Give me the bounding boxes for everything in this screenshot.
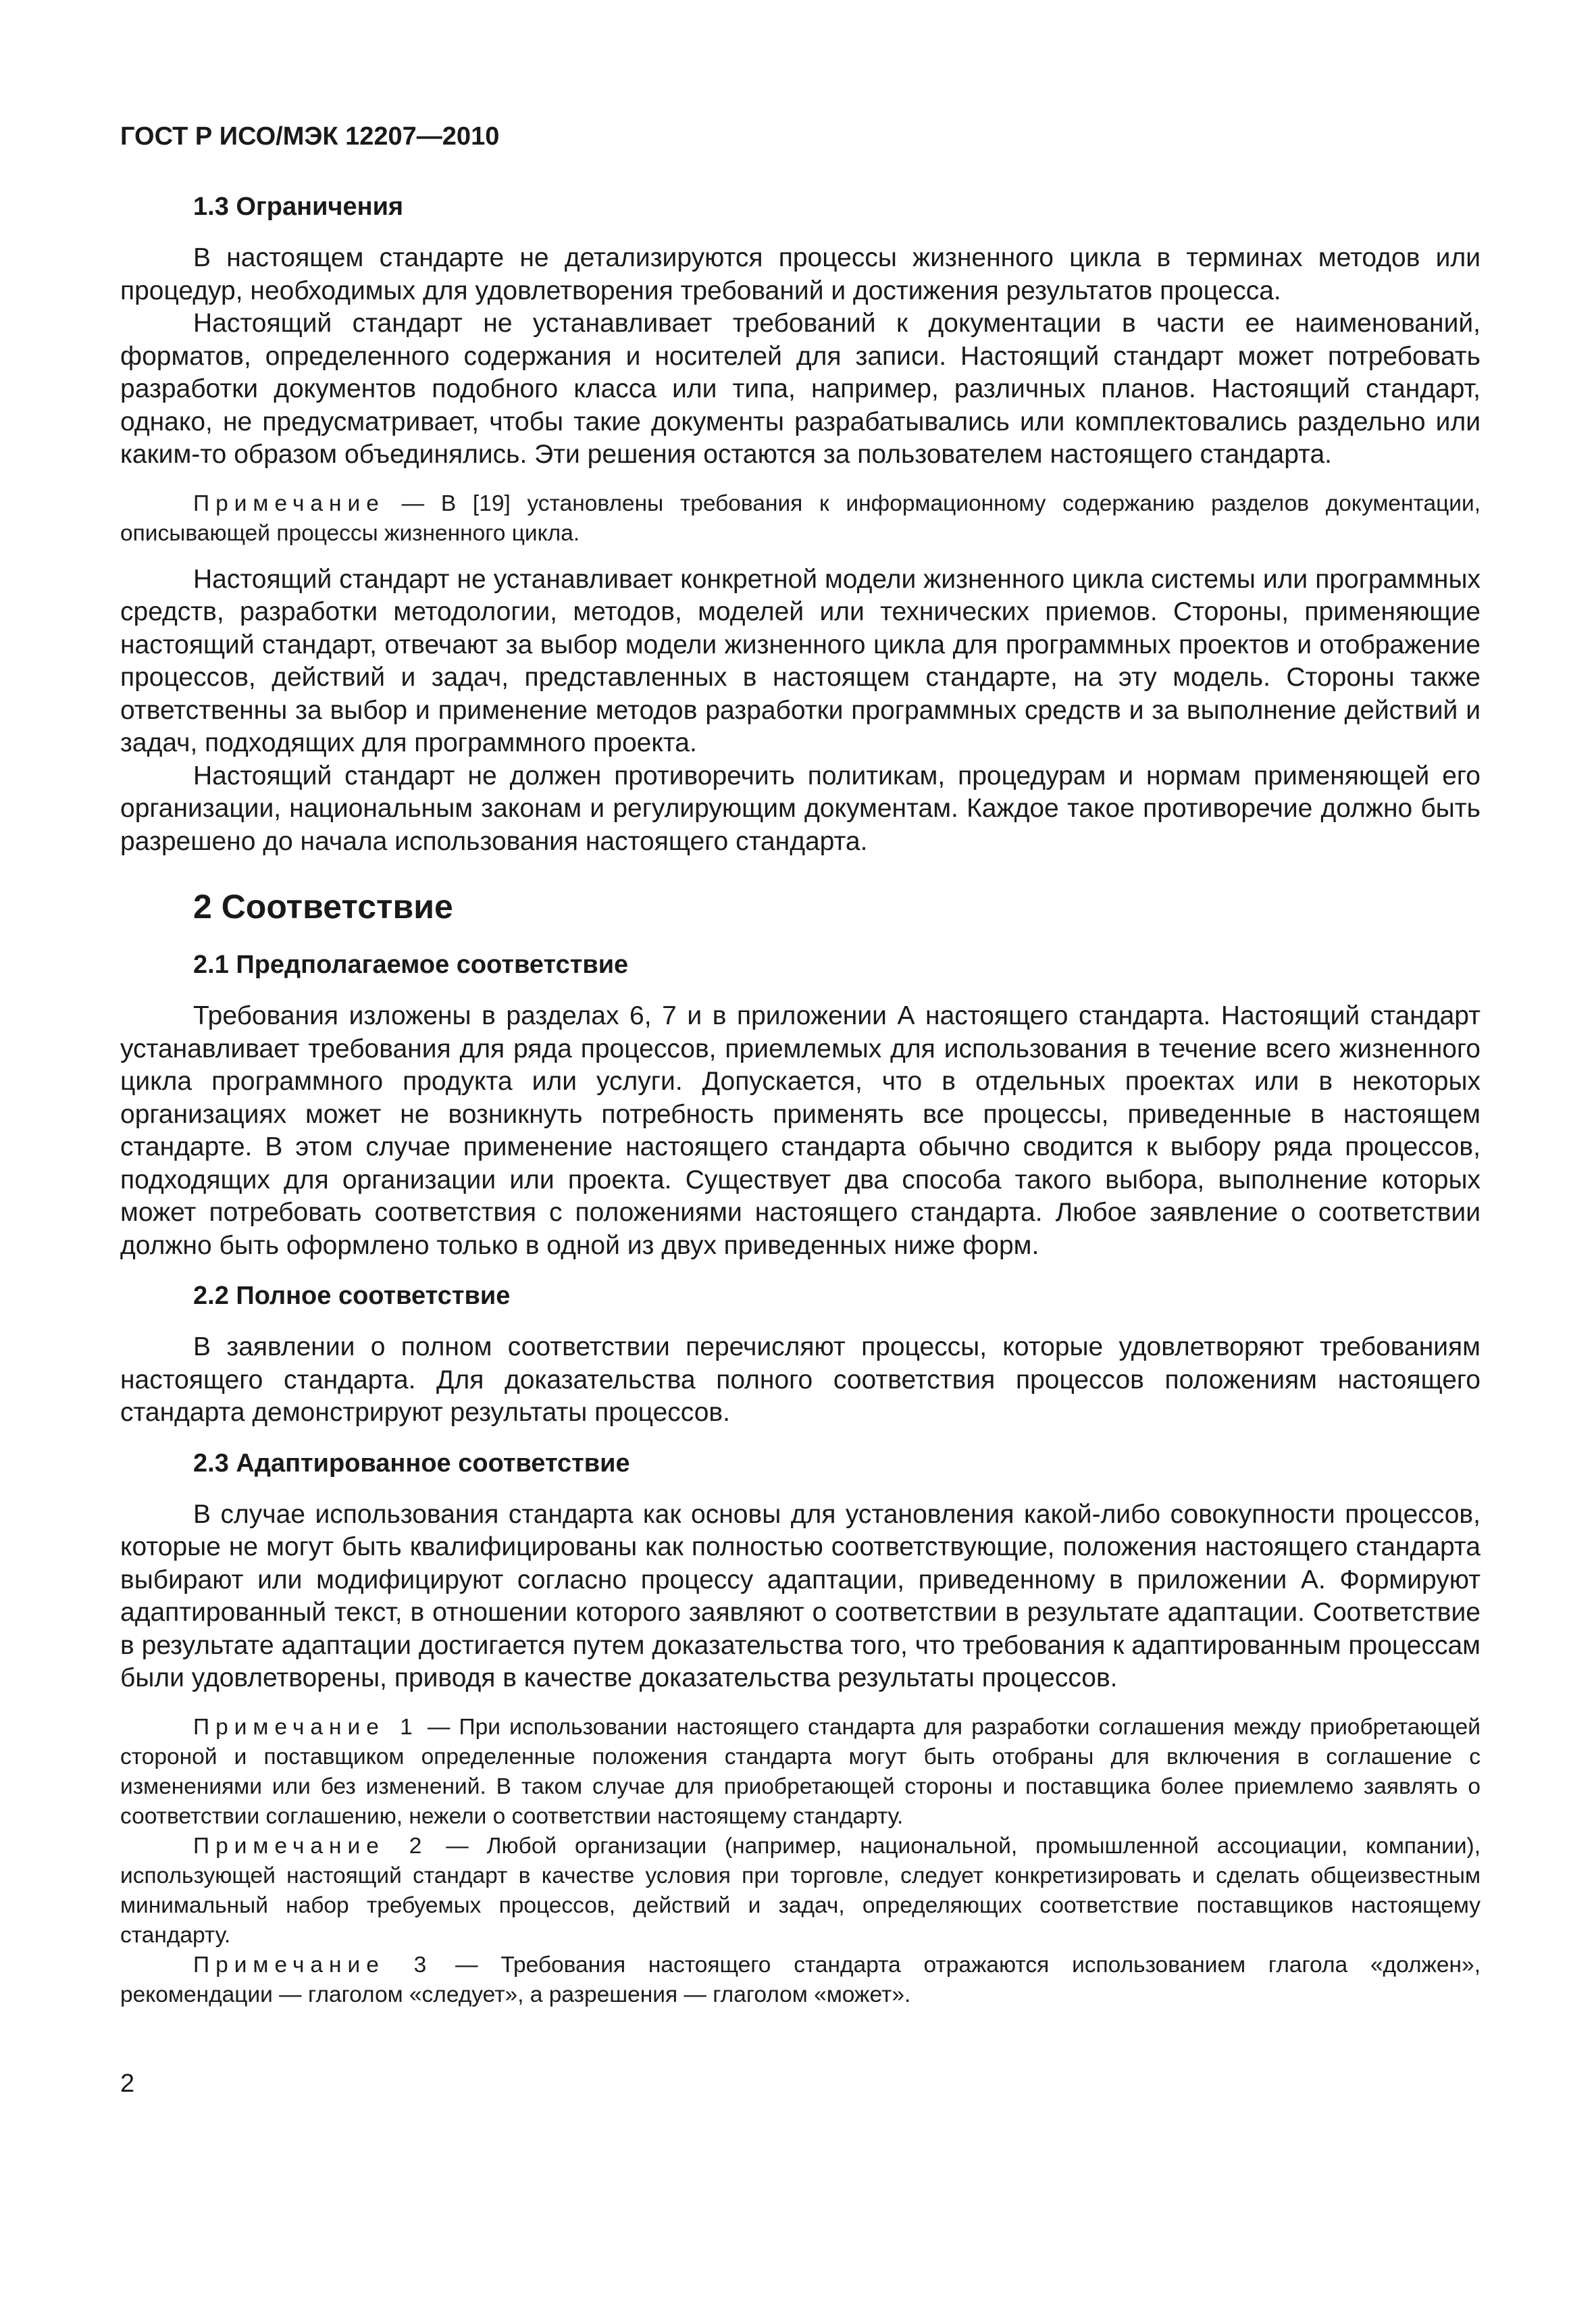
section-1-3-heading: 1.3 Ограничения	[193, 193, 404, 221]
note-1-label: Примечание 1	[193, 1714, 419, 1740]
section-1-3-paragraph-2: Настоящий стандарт не устанавливает требований к документации в части ее наименований, форматов, определенного содержания и носителей для записи. Настоящий стандарт может потребовать разработки документов подобного класса или типа, например, различных планов. Настоящий стандарт, однако, не предусматривает, чтобы такие документы разрабатывались или комплектовались раздельно или каким-то образом объединялись. Эти решения остаются за пользователем настоящего стандарта.	[120, 309, 1481, 469]
section-2-heading: 2 Соответствие	[193, 888, 453, 926]
section-2-3-note-3	[120, 1951, 1481, 2010]
note-2-label: Примечание 2	[193, 1833, 428, 1859]
note-3-label: Примечание 3	[193, 1952, 433, 1978]
section-2-3-note-1	[120, 1713, 1481, 1832]
document-page	[120, 120, 1481, 2010]
section-2-1-paragraph: Требования изложены в разделах 6, 7 и в приложении А настоящего стандарта. Настоящий стандарт устанавливает требования для ряда процессов, приемлемых для использования в течение всего жизненного цикла программного продукта или услуги. Допускается, что в отдельных проектах или в некоторых организациях может не возникнуть потребность применять все процессы, приведенные в настоящем стандарте. В этом случае применение настоящего стандарта обычно сводится к выбору ряда процессов, подходящих для организации или проекта. Существует два способа такого выбора, выполнение которых может потребовать соответствия с положениями настоящего стандарта. Любое заявление о соответствии должно быть оформлено только в одной из двух приведенных ниже форм.	[120, 1001, 1481, 1260]
note-label: Примечание	[193, 491, 385, 516]
standard-header: ГОСТ Р ИСО/МЭК 12207—2010	[120, 122, 500, 151]
section-2-3-note-2	[120, 1832, 1481, 1951]
section-2-1-heading: 2.1 Предполагаемое соответствие	[193, 951, 629, 979]
note-1-text: — При использовании настоящего стандарта для разработки соглашения между приобретающей стороной и поставщиком определенные положения стандарта могут быть отобраны для включения в соглашение с изменениями или без изменений. В таком случае для приобретающей стороны и поставщика более приемлемо заявлять о соответствии соглашению, нежели о соответствии настоящему стандарту.	[120, 1714, 1481, 1829]
section-2-3-heading: 2.3 Адаптированное соответствие	[193, 1449, 630, 1478]
note-3-text: — Требования настоящего стандарта отражаются использованием глагола «должен», рекомендации — глаголом «следует», а разрешения — глаголом «может».	[120, 1952, 1481, 2007]
page-number: 2	[120, 2069, 135, 2098]
section-1-3-paragraph-3: Настоящий стандарт не устанавливает конкретной модели жизненного цикла системы или программных средств, разработки методологии, методов, моделей или технических приемов. Стороны, применяющие настоящий стандарт, отвечают за выбор модели жизненного цикла для программных проектов и отображение процессов, действий и задач, представленных в настоящем стандарте, на эту модель. Стороны также ответственны за выбор и применение методов разработки программных средств и за выполнение действий и задач, подходящих для программного проекта.	[120, 564, 1481, 757]
section-1-3-paragraph-4: Настоящий стандарт не должен противоречить политикам, процедурам и нормам применяющей его организации, национальным законам и регулирующим документам. Каждое такое противоречие должно быть разрешено до начала использования настоящего стандарта.	[120, 761, 1481, 856]
section-1-3-paragraph-1: В настоящем стандарте не детализируются процессы жизненного цикла в терминах методов или процедур, необходимых для удовлетворения требований и достижения результатов процесса.	[120, 243, 1481, 305]
section-1-3-note	[120, 489, 1481, 549]
section-2-2-paragraph: В заявлении о полном соответствии перечисляют процессы, которые удовлетворяют требованиям настоящего стандарта. Для доказательства полного соответствия процессов положениям настоящего стандарта демонстрируют результаты процессов.	[120, 1332, 1481, 1427]
section-2-2-heading: 2.2 Полное соответствие	[193, 1282, 511, 1310]
note-text: — В [19] установлены требования к информационному содержанию разделов документации, описывающей процессы жизненного цикла.	[120, 491, 1481, 546]
note-2-text: — Любой организации (например, национальной, промышленной ассоциации, компании), использующей настоящий стандарт в качестве условия при торговле, следует конкретизировать и сделать общеизвестным минимальный набор требуемых процессов, действий и задач, определяющих соответствие поставщиков настоящему стандарту.	[120, 1833, 1481, 1948]
section-2-3-paragraph: В случае использования стандарта как основы для установления какой-либо совокупности процессов, которые не могут быть квалифицированы как полностью соответствующие, положения настоящего стандарта выбирают или модифицируют согласно процессу адаптации, приведенному в приложении А. Формируют адаптированный текст, в отношении которого заявляют о соответствии в результате адаптации. Соответствие в результате адаптации достигается путем доказательства того, что требования к адаптированным процессам были удовлетворены, приводя в качестве доказательства результаты процессов.	[120, 1499, 1481, 1692]
